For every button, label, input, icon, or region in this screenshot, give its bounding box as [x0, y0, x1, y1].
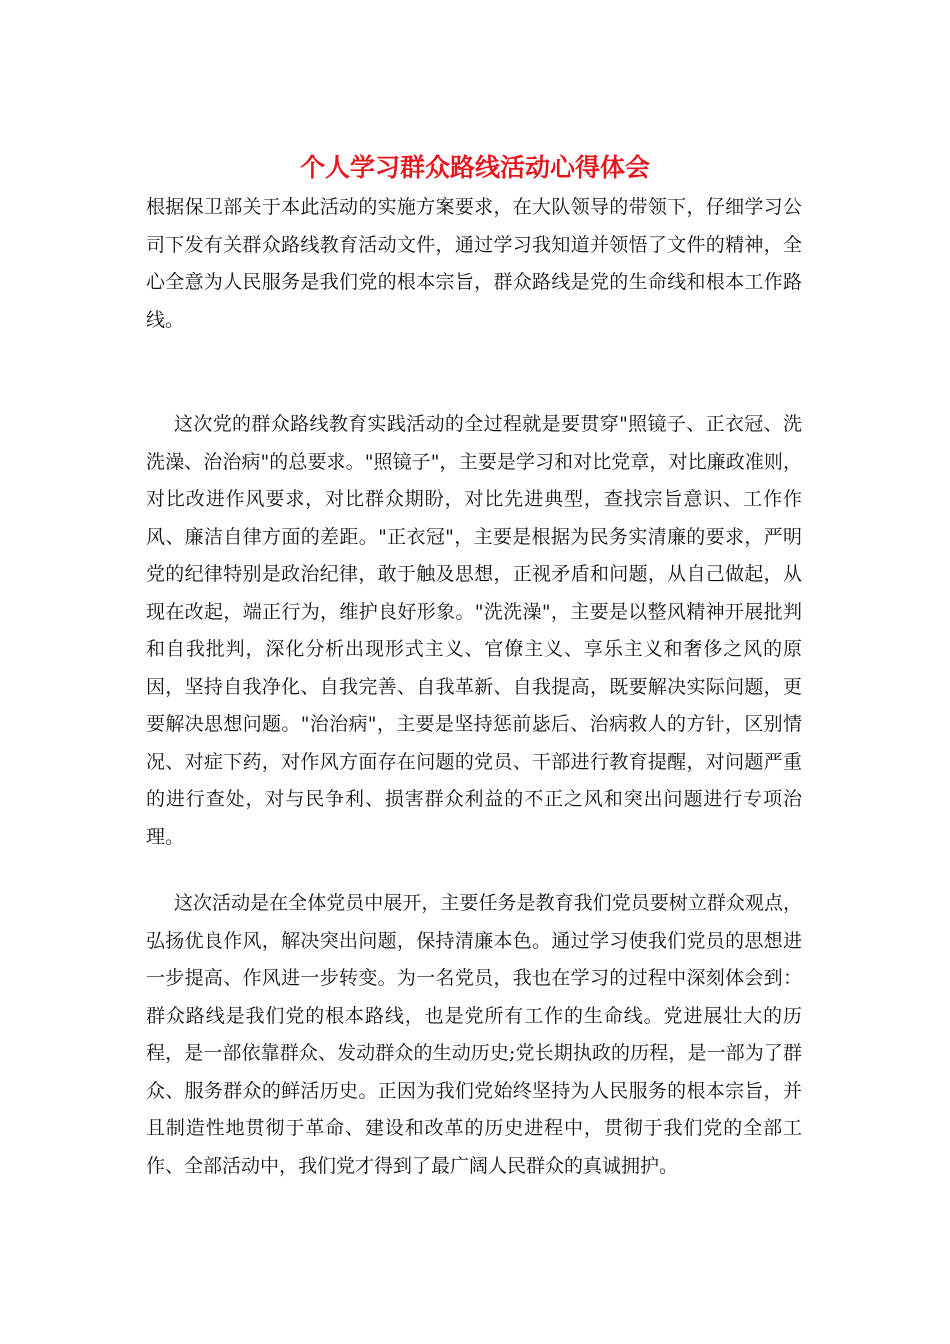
- paragraph-1: 根据保卫部关于本此活动的实施方案要求，在大队领导的带领下，仔细学习公司下发有关群众路线教育活动文件，通过学习我知道并领悟了文件的精神，全心全意为人民服务是我们党的根本宗旨，群众路线是党的生命线和根本工作路线。: [146, 196, 802, 331]
- paragraph-3: 这次活动是在全体党员中展开，主要任务是教育我们党员要树立群众观点，弘扬优良作风，解决突出问题，保持清廉本色。通过学习使我们党员的思想进一步提高、作风进一步转变。为一名党员，我也在学习的过程中深刻体会到：群众路线是我们党的根本路线，也是党所有工作的生命线。党进展壮大的历程，是一部依靠群众、发动群众的生动历史;党长期执政的历程，是一部为了群众、服务群众的鲜活历史。正因为我们党始终坚持为人民服务的根本宗旨，并且制造性地贯彻于革命、建设和改革的历史进程中，贯彻于我们党的全部工作、全部活动中，我们党才得到了最广阔人民群众的真诚拥护。: [146, 892, 802, 1177]
- paragraph-2: 这次党的群众路线教育实践活动的全过程就是要贯穿"照镜子、正衣冠、洗洗澡、治治病"的总要求。"照镜子"，主要是学习和对比党章，对比廉政准则，对比改进作风要求，对比群众期盼，对比先进典型，查找宗旨意识、工作作风、廉洁自律方面的差距。"正衣冠"，主要是根据为民务实清廉的要求，严明党的纪律特别是政治纪律，敢于触及思想，正视矛盾和问题，从自己做起，从现在改起，端正行为，维护良好形象。"洗洗澡"，主要是以整风精神开展批判和自我批判，深化分析出现形式主义、官僚主义、享乐主义和奢侈之风的原因，坚持自我净化、自我完善、自我革新、自我提高，既要解决实际问题，更要解决思想问题。"治治病"，主要是坚持惩前毖后、治病救人的方针，区别情况、对症下药，对作风方面存在问题的党员、干部进行教育提醒，对问题严重的进行查处，对与民争利、损害群众利益的不正之风和突出问题进行专项治理。: [146, 413, 802, 848]
- document-title: 个人学习群众路线活动心得体会: [299, 153, 650, 182]
